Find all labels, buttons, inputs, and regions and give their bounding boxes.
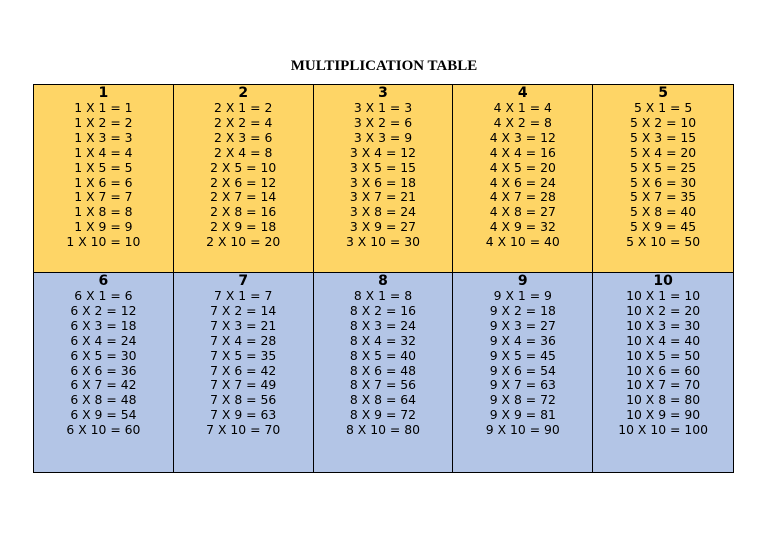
equation-line: 4 X 7 = 28 [489,189,556,205]
equation-line: 6 X 3 = 18 [70,317,137,333]
cell-header: 4 [517,85,528,101]
equation-line: 2 X 2 = 4 [214,114,273,130]
cell-header: 8 [378,273,388,289]
page-title: MULTIPLICATION TABLE [290,58,478,74]
equation-line: 8 X 7 = 56 [349,377,417,393]
equation-line: 10 X 5 = 50 [626,347,701,363]
equation-line: 7 X 10 = 70 [206,422,281,438]
equation-line: 1 X 5 = 5 [74,159,133,175]
equation-line: 6 X 8 = 48 [70,392,137,408]
equation-line: 10 X 3 = 30 [626,317,701,333]
equation-line: 5 X 7 = 35 [630,189,697,205]
equation-line: 2 X 5 = 10 [210,159,277,175]
equation-line: 5 X 9 = 45 [630,219,697,235]
table-cell-5 [593,85,733,273]
table-cell-3 [314,85,454,273]
equation-line: 7 X 7 = 49 [210,377,277,393]
equation-line: 9 X 2 = 18 [489,302,556,318]
equation-line: 5 X 8 = 40 [630,204,697,220]
table-cell-6 [34,273,174,472]
table-cell-2 [174,85,314,273]
equation-line: 10 X 2 = 20 [626,302,701,318]
cell-header: 2 [238,85,249,101]
equation-line: 4 X 10 = 40 [485,234,560,250]
equation-line: 10 X 4 = 40 [626,332,701,348]
equation-line: 1 X 6 = 6 [74,174,133,190]
equation-line: 6 X 5 = 30 [70,347,137,363]
equation-line: 8 X 9 = 72 [349,407,417,423]
equation-line: 2 X 6 = 12 [210,174,277,190]
equation-line: 4 X 1 = 4 [493,100,552,115]
equation-line: 1 X 8 = 8 [74,204,133,220]
equation-line: 2 X 8 = 16 [210,204,277,220]
cell-header: 6 [98,273,109,289]
equation-line: 4 X 3 = 12 [489,129,556,145]
equation-line: 5 X 1 = 5 [633,100,693,115]
equation-line: 2 X 3 = 6 [214,129,273,145]
equation-line: 7 X 1 = 7 [214,288,273,303]
equation-line: 2 X 10 = 20 [206,234,281,250]
equation-line: 9 X 3 = 27 [489,317,556,333]
equation-line: 3 X 9 = 27 [349,219,417,235]
equation-line: 7 X 3 = 21 [210,317,277,333]
equation-line: 3 X 3 = 9 [353,129,413,145]
equation-line: 8 X 2 = 16 [349,302,417,318]
equation-line: 6 X 2 = 12 [70,302,137,318]
table-cell-4 [453,85,593,273]
table-cell-1 [34,85,174,273]
equation-line: 10 X 1 = 10 [626,288,701,303]
equation-line: 9 X 7 = 63 [489,377,556,393]
equation-line: 3 X 10 = 30 [345,234,421,250]
equation-line: 6 X 1 = 6 [74,288,133,303]
equation-line: 7 X 8 = 56 [210,392,277,408]
equation-line: 4 X 2 = 8 [493,114,552,130]
equation-line: 6 X 10 = 60 [66,422,141,438]
equation-line: 3 X 7 = 21 [349,189,417,205]
equation-line: 5 X 2 = 10 [630,114,697,130]
equation-line: 10 X 10 = 100 [618,422,708,438]
equation-line: 7 X 9 = 63 [210,407,277,423]
equation-line: 1 X 4 = 4 [74,144,133,160]
equation-line: 8 X 8 = 64 [349,392,417,408]
equation-line: 8 X 5 = 40 [349,347,417,363]
equation-line: 8 X 10 = 80 [345,422,421,438]
equation-line: 3 X 8 = 24 [349,204,417,220]
equation-line: 5 X 3 = 15 [630,129,697,145]
equation-line: 1 X 9 = 9 [74,219,133,235]
table-cell-9 [453,273,593,472]
equation-line: 9 X 4 = 36 [489,332,556,348]
table-cell-7 [174,273,314,472]
equation-line: 9 X 9 = 81 [489,407,556,423]
table-cell-10 [593,273,733,472]
equation-line: 3 X 2 = 6 [353,114,413,130]
cell-header: 1 [98,85,109,101]
multiplication-table [33,84,734,473]
equation-line: 6 X 9 = 54 [70,407,137,423]
equation-line: 1 X 2 = 2 [74,114,133,130]
equation-line: 3 X 5 = 15 [349,159,417,175]
equation-line: 1 X 1 = 1 [74,100,133,115]
equation-line: 8 X 6 = 48 [349,362,417,378]
equation-line: 4 X 6 = 24 [489,174,556,190]
equation-line: 2 X 4 = 8 [214,144,273,160]
equation-line: 9 X 5 = 45 [489,347,556,363]
equation-line: 2 X 9 = 18 [210,219,277,235]
cell-header: 7 [238,273,249,289]
equation-line: 4 X 8 = 27 [489,204,556,220]
equation-line: 3 X 4 = 12 [349,144,417,160]
equation-line: 5 X 10 = 50 [626,234,701,250]
equation-line: 9 X 6 = 54 [489,362,556,378]
cell-header: 3 [378,85,388,101]
cell-header: 5 [658,85,668,101]
equation-line: 5 X 6 = 30 [630,174,697,190]
cell-header: 9 [517,273,528,289]
equation-line: 4 X 5 = 20 [489,159,556,175]
equation-line: 4 X 4 = 16 [489,144,556,160]
equation-line: 9 X 1 = 9 [493,288,552,303]
equation-line: 7 X 2 = 14 [210,302,277,318]
equation-line: 3 X 6 = 18 [349,174,417,190]
equation-line: 6 X 7 = 42 [70,377,137,393]
equation-line: 7 X 5 = 35 [210,347,277,363]
equation-line: 2 X 7 = 14 [210,189,277,205]
equation-line: 6 X 6 = 36 [70,362,137,378]
equation-line: 7 X 4 = 28 [210,332,277,348]
equation-line: 10 X 6 = 60 [626,362,701,378]
equation-line: 5 X 5 = 25 [630,159,697,175]
equation-line: 7 X 6 = 42 [210,362,277,378]
equation-line: 1 X 3 = 3 [74,129,133,145]
equation-line: 10 X 8 = 80 [626,392,701,408]
equation-line: 6 X 4 = 24 [70,332,137,348]
equation-line: 9 X 8 = 72 [489,392,556,408]
cell-header: 10 [653,273,673,289]
table-cell-8 [314,273,454,472]
equation-line: 8 X 1 = 8 [353,288,413,303]
equation-line: 1 X 7 = 7 [74,189,133,205]
equation-line: 10 X 9 = 90 [626,407,701,423]
equation-line: 10 X 7 = 70 [626,377,701,393]
equation-line: 8 X 3 = 24 [349,317,417,333]
equation-line: 2 X 1 = 2 [214,100,273,115]
equation-line: 1 X 10 = 10 [66,234,141,250]
equation-line: 3 X 1 = 3 [353,100,413,115]
equation-line: 5 X 4 = 20 [630,144,697,160]
equation-line: 9 X 10 = 90 [485,422,560,438]
equation-line: 4 X 9 = 32 [489,219,556,235]
equation-line: 8 X 4 = 32 [349,332,417,348]
